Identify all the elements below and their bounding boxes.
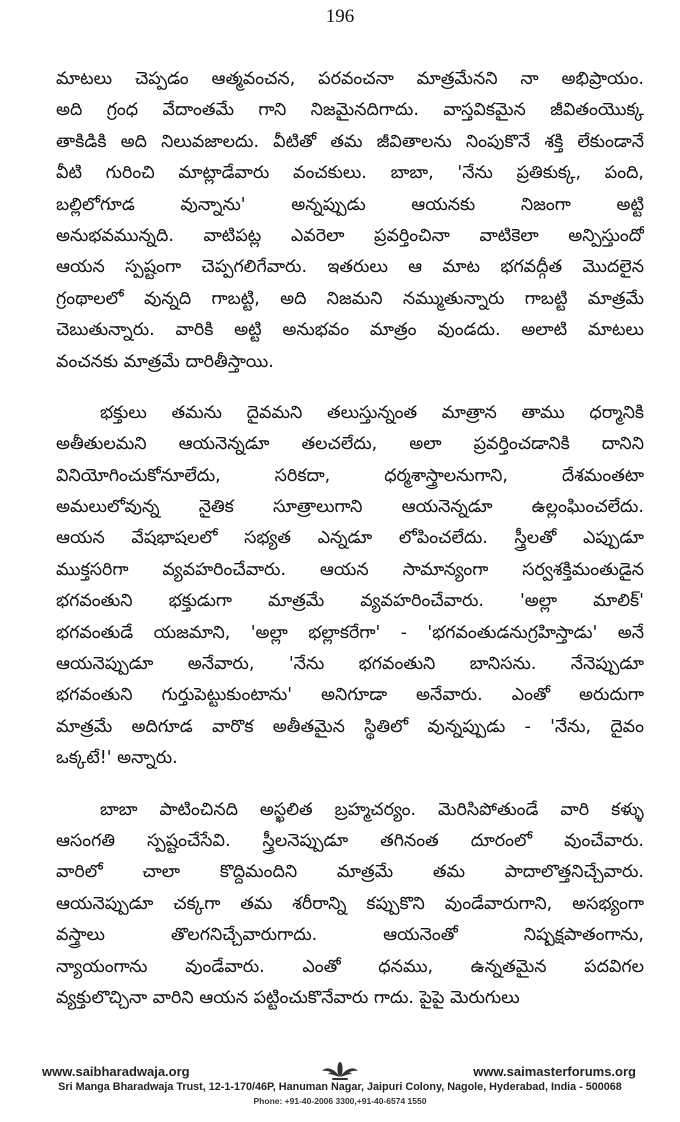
page-body	[56, 64, 644, 1014]
text-line: అది గ్రంధ వేదాంతమే గాని నిజమైనదిగాదు. వాస్తవికమైన జీవితంయొక్క	[56, 100, 644, 121]
page-footer	[0, 1060, 680, 1122]
text-line: వినియోగించుకోనూలేదు, సరికదా, ధర్మశాస్త్రాలనుగాని, దేశమంతటా	[56, 465, 644, 486]
text-line: ఆయనెప్పుడూ అనేవారు, 'నేను భగవంతుని బానిసను. నేనెప్పుడూ	[56, 654, 644, 675]
text-line: ఆయనెప్పుడూ చక్కగా తమ శరీరాన్ని కప్పుకొని వుండేవారుగాని, అసభ్యంగా	[56, 893, 644, 914]
paragraph	[56, 795, 644, 1015]
text-line: భక్తులు తమను దైవమని తలుస్తున్నంత మాత్రాన తాము ధర్మానికి	[100, 402, 644, 423]
text-line: వంచనకు మాత్రమే దారితీస్తాయి.	[56, 351, 274, 372]
text-line: అనుభవమున్నది. వాటిపట్ల ఎవరెలా ప్రవర్తించినా వాటికెలా అన్పిస్తుందో	[56, 225, 644, 246]
text-line: మాటలు చెప్పడం ఆత్మవంచన, పరవంచనా మాత్రమేనని నా అభిప్రాయం.	[56, 69, 644, 89]
text-line: భగవంతుని భక్తుడుగా మాత్రమే వ్యవహరించేవారు. 'అల్లా మాలిక్'	[56, 591, 644, 612]
text-line: అతీతులమని ఆయనెన్నడూ తలచలేదు, అలా ప్రవర్తించడానికి దానిని	[56, 434, 644, 455]
website-link-left[interactable]: www.saibharadwaja.org	[42, 1064, 190, 1079]
text-line: మాత్రమే అదిగూడ వారొక అతీతమైన స్థితిలో వున్నప్పుడు - 'నేను, దైవం	[56, 716, 644, 737]
text-line: గ్రంథాలలో వున్నది గాబట్టి, అది నిజమని నమ్ముతున్నారు గాబట్టి మాత్రమే	[56, 288, 644, 309]
trust-address: Sri Manga Bharadwaja Trust, 12-1-170/46P, Hanuman Nagar, Jaipuri Colony, Nagole, Hyderabad, India - 500068	[58, 1081, 622, 1093]
text-line: ఆసంగతి స్పష్టంచేసేవి. స్త్రీలనెప్పుడూ తగినంత దూరంలో వుంచేవారు.	[56, 830, 644, 851]
text-line: భగవంతుని గుర్తుపెట్టుకుంటాను' అనిగూడా అనేవారు. ఎంతో అరుదుగా	[56, 685, 644, 706]
page-number: 196	[325, 6, 355, 27]
text-line: వారిలో చాలా కొద్దిమందిని మాత్రమే తమ పాదాలొత్తనిచ్చేవారు.	[56, 862, 644, 883]
text-line: బాబా పాటించినది అస్ఖలిత బ్రహ్మచర్యం. మెరిసిపోతుండే వారి కళ్ళు	[100, 799, 644, 820]
text-line: బల్లిలోగూడ వున్నాను' అన్నప్పుడు ఆయనకు నిజంగా అట్టి	[56, 194, 644, 215]
phone-numbers: Phone: +91-40-2006 3300,+91-40-6574 1550	[253, 1096, 427, 1106]
text-line: ఆయన స్పష్టంగా చెప్పగలిగేవారు. ఇతరులు ఆ మాట భగవద్గీత మొదలైన	[56, 257, 644, 278]
text-line: అమలులోవున్న నైతిక సూత్రాలుగాని ఆయనెన్నడూ ఉల్లంఘించలేదు.	[56, 497, 644, 518]
text-line: చెబుతున్నారు. వారికి అట్టి అనుభవం మాత్రం వుండదు. అలాటి మాటలు	[56, 320, 644, 341]
text-line: భగవంతుడే యజమాని, 'అల్లా భల్లాకరేగా' - 'భగవంతుడనుగ్రహిస్తాడు' అనే	[56, 622, 644, 643]
text-line: వ్యక్తులొచ్చినా వారిని ఆయన పట్టించుకొనేవారు గాదు. పైపై మెరుగులు	[56, 987, 520, 1008]
text-line: ఒక్కటే!' అన్నారు.	[56, 748, 178, 769]
website-link-right[interactable]: www.saimasterforums.org	[473, 1064, 636, 1079]
text-line: వీటి గురించి మాట్లాడేవారు వంచకులు. బాబా, 'నేను ప్రతికుక్క, పంది,	[56, 163, 644, 184]
text-line: న్యాయంగాను వుండేవారు. ఎంతో ధనము, ఉన్నతమైన పదవిగల	[56, 956, 644, 977]
paragraph	[56, 398, 644, 775]
text-line: ఆయన వేషభాషలలో సభ్యత ఎన్నడూ లోపించలేదు. స్త్రీలతో ఎప్పుడూ	[56, 528, 644, 549]
text-line: తాకిడికి అది నిలువజాలదు. వీటితో తమ జీవితాలను నింపుకొనే శక్తి లేకుండానే	[56, 131, 644, 152]
text-line: వస్త్రాలు తొలగనిచ్చేవారుగాదు. ఆయనెంతో నిష్పక్షపాతంగాను,	[56, 925, 644, 946]
text-line: ముక్తసరిగా వ్యవహరించేవారు. ఆయన సామాన్యంగా సర్వశక్తిమంతుడైన	[56, 559, 644, 580]
paragraph	[56, 64, 644, 378]
